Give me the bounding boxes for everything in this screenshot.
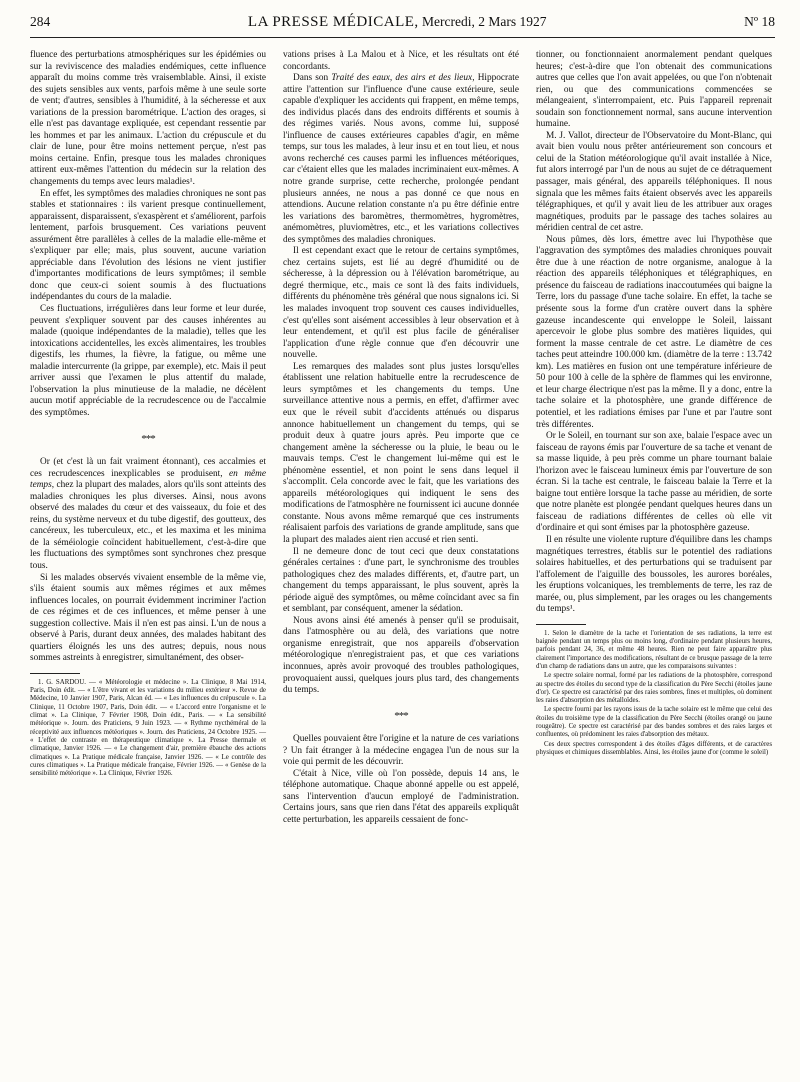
paragraph: vations prises à La Malou et à Nice, et les résultats ont été concordants. bbox=[283, 50, 519, 72]
footnote-rule bbox=[536, 624, 586, 625]
paragraph: Or (et c'est là un fait vraiment étonnant), ces accalmies et ces recrudescences inexplicables se produisent, en même temps, chez la plupart des malades, alors qu'ils sont atteints des maladies chroniques les plus diverses. Ainsi, nous avons observé des malades du cœur et des vaisseaux, du foie et des reins, du système nerveux et du tube digestif, des goutteux, des cancéreux, les tuberculeux, etc., et les maxima et les minima de la séméiologie coïncident habituellement, c'est-à-dire que les fluctuations des symptômes sont synchrones chez presque tous. bbox=[30, 457, 266, 571]
column-2 bbox=[283, 50, 519, 827]
paragraph: Si les malades observés vivaient ensemble de la même vie, s'ils étaient soumis aux mêmes régimes et aux mêmes influences locales, on pourrait évidemment incriminer l'action de ces régimes et de ces influences, et même penser à une suggestion collective. Mais il n'en est pas ainsi. L'un de nous a observé à Paris, durant deux années, des malades habitant des quartiers éloignés les uns des autres; depuis, nous nous sommes astreints à enregistrer, simultanément, des obser- bbox=[30, 572, 266, 664]
footnote-rule bbox=[30, 673, 80, 674]
paragraph: Il en résulte une violente rupture d'équilibre dans les champs magnétiques terrestres, établis sur le potentiel des radiations solaires habituelles, et des perturbations qui se traduisent par l'affolement de l'aiguille des boussoles, les aurores boréales, les éruptions volcaniques, les tremblements de terre, les raz de marée, ou, plus simplement, par les orages ou les changements du temps¹. bbox=[536, 534, 772, 615]
paragraph: C'était à Nice, ville où l'on possède, depuis 14 ans, le téléphone automatique. Chaque abonné appelle ou est appelé, sans l'intervention d'aucun employé de l'administration. Certains jours, sans que rien dans l'état des appareils expliquât cette perturbation, les appareils cessaient de fonc- bbox=[283, 768, 519, 825]
issue-date: Mercredi, 2 Mars 1927 bbox=[422, 14, 547, 29]
paragraph: Les remarques des malades sont plus justes lorsqu'elles établissent une relation habituelle entre la recrudescence de leurs symptômes et les changements du temps. Une surveillance attentive nous a permis, en effet, d'affirmer avec eux que le réveil subit d'accidents atténués ou disparus annonce habituellement un changement du temps, qui se produit deux à quatre jours après. Peu importe que ce changement amène la sécheresse ou la pluie, le beau ou le mauvais temps. C'est le changement lui-même qui est le phénomène essentiel, et non point le sens dans lequel il s'accomplit. Cela concorde avec le fait, que les variations des appareils météorologiques qui indiquent le sens des modifications de l'atmosphère ne fournissent ici aucune donnée constante. Nous avons même remarqué que ces instruments réalisaient parfois des variations de grande amplitude, sans que la plupart des malades aient rien accusé et rien senti. bbox=[283, 361, 519, 545]
paragraph: Dans son Traité des eaux, des airs et des lieux, Hippocrate attire l'attention sur l'influence d'une cause extérieure, seule capable d'expliquer les accidents qui frappent, en même temps, des individus placés dans des endroits différents et soumis à des régimes variés. Nous avons, comme lui, supposé l'influence de causes extérieures capables d'agir, en même temps, sur tous les malades, à leur insu et en tout lieu, et nous avons recherché ces causes parmi les influences météoriques, car c'étaient elles que les malades incriminaient eux-mêmes. A notre grande surprise, cette recherche, prolongée pendant plusieurs années, ne nous a pas donné ce que nous en attendions. Aucune relation constante n'a pu être définie entre les variations des baromètres, thermomètres, hygromètres, anémomètres, pluviomètres, etc., et les variations collectives des symptômes des maladies chroniques. bbox=[283, 73, 519, 245]
paragraph: Quelles pouvaient être l'origine et la nature de ces variations ? Un fait étranger à la médecine engagea l'un de nous sur la voie qui permit de les découvrir. bbox=[283, 734, 519, 768]
paragraph: Or le Soleil, en tournant sur son axe, balaie l'espace avec un faisceau de rayons émis par l'ouverture de sa tache et venant de sa masse liquide, à peu près comme un phare tournant balaie l'horizon avec le faisceau lumineux émis par l'ouverture de son écran. Si la tache est centrale, le faisceau balaie la Terre et la baigne tout entière lorsque la tache passe au méridien, de sorte que notre planète est plongée pendant quelques heures dans un faisceau de radiations différentes de celles où elle vit d'ordinaire et qui sont émises par la photosphère gazeuse. bbox=[536, 431, 772, 534]
paragraph: Nous avons ainsi été amenés à penser qu'il se produisait, dans l'atmosphère ou au delà, des variations que notre organisme enregistrait, que nos appareils d'observation météorologique n'enregistraient pas, et que ces variations inconnues, après avoir provoqué des troubles pathologiques, provoquaient aussi, quelques jours plus tard, des changements du temps. bbox=[283, 615, 519, 696]
paragraph: Il ne demeure donc de tout ceci que deux constatations générales certaines : d'une part, le synchronisme des troubles pathologiques chez des malades différents, et, d'autre part, un changement du temps apparaissant, le plus souvent, après la période aiguë des symptômes, ou même coïncidant avec sa fin et semblant, par conséquent, amener la sédation. bbox=[283, 546, 519, 615]
section-asterism: *** bbox=[394, 709, 408, 722]
section-asterism: *** bbox=[141, 432, 155, 445]
paragraph: fluence des perturbations atmosphériques sur les épidémies ou sur la reviviscence des maladies endémiques, cette influence apparaît du moins comme très vraisemblable. Ainsi, il existe des sujets sensibles aux vents, parfois même à une seule sorte de vent; d'autres, sensibles à l'humidité, à la sécheresse et aux variations de la pression barométrique. L'action des orages, si elle n'est pas davantage expliquée, est cependant ressentie par les hommes et par les animaux. L'action du crépuscule et du clair de lune, pour être moins nettement perçue, n'est pas moins certaine. Enfin, presque tous les malades chroniques attirent eux-mêmes l'attention du médecin sur la relation des changements du temps avec leurs maladies¹. bbox=[30, 50, 266, 188]
footnote: 1. G. SARDOU. — « Météorologie et médecine ». La Clinique, 8 Mai 1914, Paris, Doin édit. — « L'être vivant et les variations du milieu extérieur ». Revue de Médecine, 10 Janvier 1907, Paris, Alcan éd. — « Les influences du crépuscule ». La Clinique, 11 Octobre 1907, Paris, Doin édit. — « L'accord entre l'organisme et le climat ». La Clinique, 7 Février 1908, Doin édit., Paris. — « La sensibilité météorique ». Journ. des Praticiens, 9 Juin 1923. — « Rythme nycthéméral de la réceptivité aux influences météoriques ». Journ. des Praticiens, 24 Octobre 1925. — « L'effet de contraste en thérapeutique climatique ». La Presse thermale et climatique, Janvier 1926. — « Le changement d'air, première ébauche des actions climatiques ». La Pratique médicale française, Janvier 1926. — « Le contrôle des cures climatiques ». La Pratique médicale française, Février 1926. — « Genèse de la sensibilité météorique ». La Clinique, Février 1926. bbox=[30, 678, 266, 778]
column-3 bbox=[536, 50, 772, 758]
paragraph: En effet, les symptômes des maladies chroniques ne sont pas stables et stationnaires : ils varient presque continuellement, apparaissent, disparaissent, s'exaspèrent et s'améliorent, parfois lentement, parfois brusquement. Ces variations peuvent assurément être parallèles à celles de la maladie elle-même et s'expliquer par elle; mais, plus souvent, aucune variation appréciable dans l'évolution des lésions ne vient justifier d'importantes modifications de leurs symptômes; il semble donc que ceux-ci soient soumis à des fluctuations indépendantes du cours de la maladie. bbox=[30, 188, 267, 303]
page-header bbox=[30, 14, 775, 38]
footnote: 1. Selon le diamètre de la tache et l'orientation de ses radiations, la terre est baignée pendant un temps plus ou moins long, d'ordinaire pendant plusieurs heures, parfois pendant 24, 36, et même 48 heures. Rien ne peut faire apparaître plus clairement l'importance des modifications, résultant de ce brusque passage de la terre d'un champ de radiations dans un autre, que les comparaisons suivantes : Le spectre solaire normal, formé par les radiations de la photosphère, correspond au spectre des étoiles du second type de la classification du Père Secchi (étoiles jaune d'or). Ce spectre est caractérisé par des raies sombres, fines et multiples, où dominent les raies d'absorption des métalloïdes. Le spectre fourni par les rayons issus de la tache solaire est le même que celui des étoiles du troisième type de la classification du Père Secchi (étoiles orangé ou jaune rougeâtre). Ce spectre est caractérisé par des bandes sombres et des raies larges et confluentes, où prédominent les raies d'absorption des métaux. Ces deux spectres correspondent à des étoiles d'âges différents, et de caractères physiques et chimiques dissemblables. Ainsi, les étoiles jaune d'or (comme le soleil) bbox=[536, 629, 772, 756]
paragraph: Ces fluctuations, irrégulières dans leur forme et leur durée, peuvent s'expliquer souvent par des causes inhérentes au malade (quoique indépendantes de la maladie), telles que les intoxications accidentelles, les excès alimentaires, les troubles digestifs, les rhumes, la fièvre, la fatigue, ou même une maladie intercurrente (la grippe, par exemple), etc. Mais il peut arriver aussi que l'examen le plus attentif du malade, l'observation la plus minutieuse de la maladie, ne décèlent aucun motif appréciable de la recrudescence ou de l'accalmie des symptômes. bbox=[30, 304, 266, 418]
paragraph: Il est cependant exact que le retour de certains symptômes, chez certains sujets, est lié au degré d'humidité ou de sécheresse, à la dépression ou à l'élévation barométrique, au degré thermique, etc., mais ce sont là des faits individuels, différents du phénomène très général que nous signalons ici. Si les malades invoquent trop souvent ces causes individuelles, c'est qu'elles sont aisément accessibles à leur observation et à leur entendement, et qu'il est plus facile de généraliser l'application d'une règle connue que d'en découvrir une nouvelle. bbox=[283, 246, 519, 361]
running-title bbox=[248, 14, 547, 31]
paragraph: tionner, ou fonctionnaient anormalement pendant quelques heures; c'est-à-dire que l'on obtenait des communications autres que celles que l'on avait appelées, ou que l'on n'obtenait rien, ou que des communications commencées se mélangeaient, s'interrompaient, etc. Puis l'appareil reprenait soudain son fonctionnement normal, sans aucune intervention humaine. bbox=[536, 50, 772, 130]
column-1 bbox=[30, 50, 266, 778]
page-number: 284 bbox=[30, 14, 51, 29]
issue-number: Nº 18 bbox=[744, 14, 775, 29]
paragraph: Nous pûmes, dès lors, émettre avec lui l'hypothèse que l'aggravation des symptômes des maladies chroniques pouvait être due à une réaction de notre organisme, analogue à la réaction des appareils téléphoniques et télégraphiques, en présence du faisceau de radiations inaccoutumées qui baigne la Terre, lors du passage d'une tache solaire. En effet, la tache se présente sous la forme d'un cratère ouvert dans la sphère gazeuse incandescente qui enveloppe le Soleil, laissant apercevoir le globe plus sombre des matières liquides, qui forment la masse centrale de cet astre. Le diamètre de ces taches peut atteindre 100.000 km. (diamètre de la terre : 13.742 km). Les matières en fusion ont une température inférieure de 50 pour 100 à celle de la sphère de flammes qui les environne, et leur charge électrique n'est pas la même. Il y a donc, entre la tache solaire et la photosphère, une grande différence de potentiel, et les radiations émises par l'une et par l'autre sont très différentes. bbox=[536, 234, 772, 430]
journal-name: LA PRESSE MÉDICALE, bbox=[247, 14, 419, 30]
paragraph: M. J. Vallot, directeur de l'Observatoire du Mont-Blanc, qui avait bien voulu nous prêter antérieurement son concours et celui de la Station météorologique qu'il avait installée à Nice, fut alors interrogé par l'un de nous au sujet de ce détraquement passager, mais général, des appareils téléphoniques. Il nous signala que les mêmes faits étaient observés avec les appareils télégraphiques, et qu'il y avait lieu de les attribuer aux orages magnétiques, produits par le passage des taches solaires au méridien central de cet astre. bbox=[536, 130, 772, 234]
